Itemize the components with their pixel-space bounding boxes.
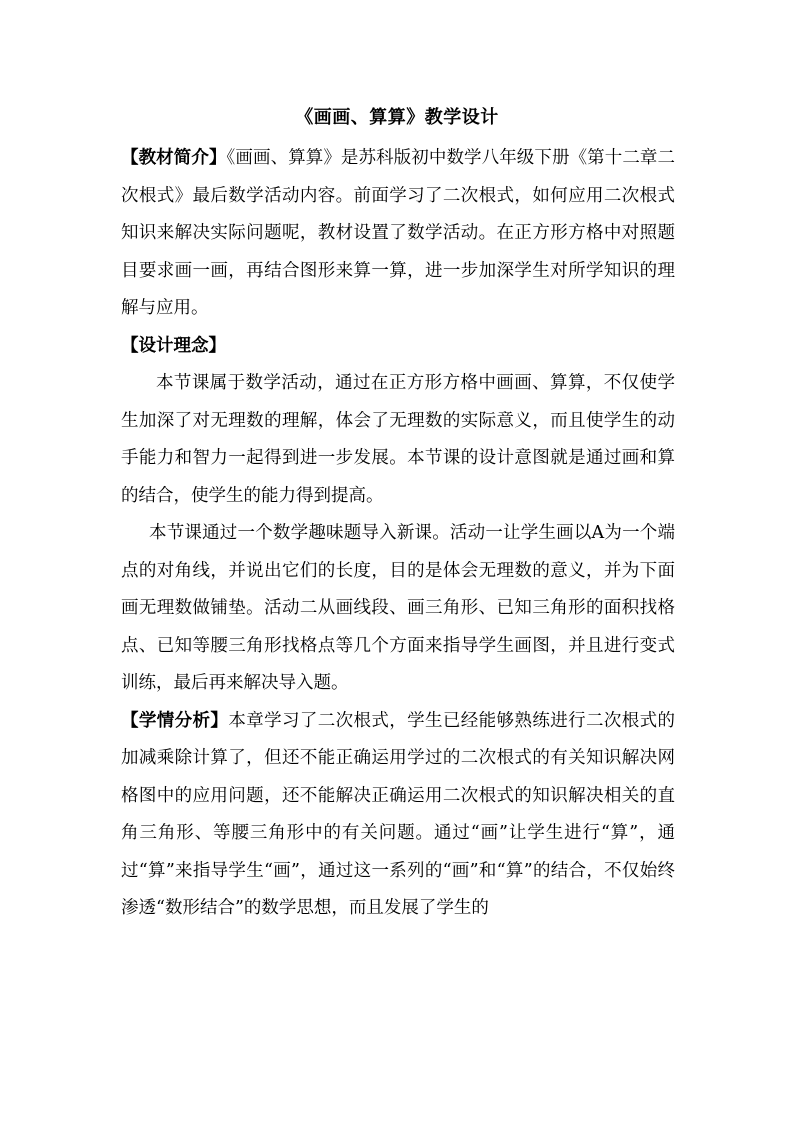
section-heading: 【教材简介】 — [121, 148, 227, 168]
section-textbook-intro — [121, 140, 675, 328]
section-learner-analysis — [121, 703, 675, 928]
section-heading: 【学情分析】 — [121, 710, 229, 731]
section-text: 《画画、算算》是苏科版初中数学八年级下册《第十二章二次根式》最后数学活动内容。前面学习了二次根式，如何应用二次根式知识来解决实际问题呢，教材设置了数学活动。在正方形方格中对照题目要求画一画，再结合图形来算一算，进一步加深学生对所学知识的理解与应用。 — [121, 148, 676, 318]
section-design-concept-paragraph-2: 本节课通过一个数学趣味题导入新课。活动一让学生画以A为一个端点的对角线，并说出它们的长度，目的是体会无理数的意义，并为下面画无理数做铺垫。活动二从画线段、画三角形、已知三角形的面积找格点、已知等腰三角形找格点等几个方面来指导学生画图，并且进行变式训练，最后再来解决导入题。 — [121, 523, 675, 693]
document-body — [121, 140, 675, 928]
section-design-concept-paragraph-1: 本节课属于数学活动，通过在正方形方格中画画、算算，不仅使学生加深了对无理数的理解，体会了无理数的实际意义，而且使学生的动手能力和智力一起得到进一步发展。本节课的设计意图就是通过画和算的结合，使学生的能力得到提高。 — [121, 373, 675, 506]
document-title: 《画画、算算》教学设计 — [295, 107, 499, 128]
section-text: 本章学习了二次根式，学生已经能够熟练进行二次根式的加减乘除计算了，但还不能正确运用学过的二次根式的有关知识解决网格图中的应用问题，还不能解决正确运用二次根式的知识解决相关的直角三角形、等腰三角形中的有关问题。通过“画”让学生进行“算”，通过“算”来指导学生“画”，通过这一系列的“画”和“算”的结合，不仅始终渗透“数形结合”的数学思想，而且发展了学生的 — [121, 710, 676, 918]
section-heading: 【设计理念】 — [121, 335, 226, 356]
section-design-concept-heading — [121, 328, 675, 366]
